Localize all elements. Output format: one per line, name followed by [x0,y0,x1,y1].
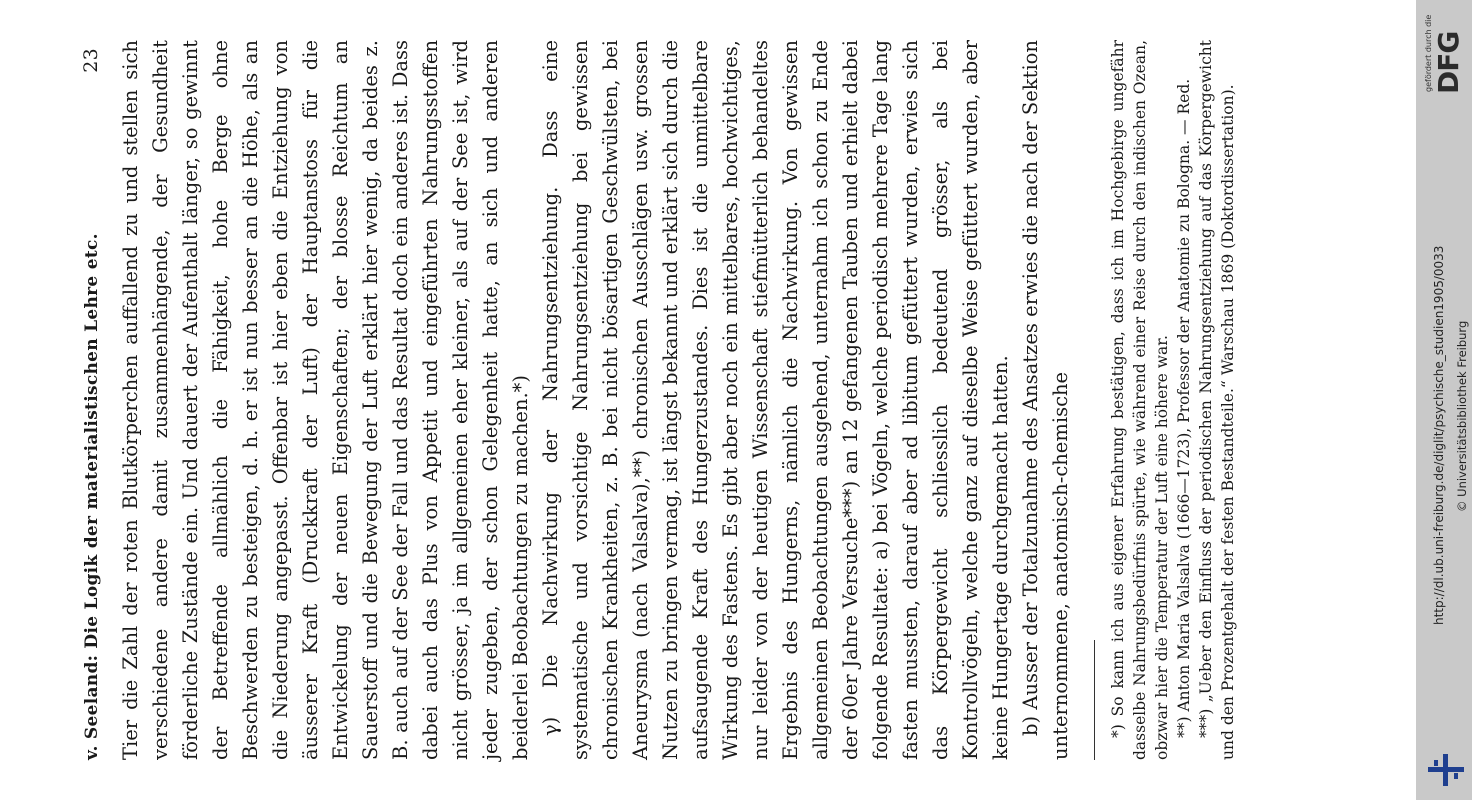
page-number: 23 [80,48,102,73]
body-paragraph-2: γ) Die Nachwirkung der Nahrungsentziehung. Dass eine systematische und vorsichtige Nahrungsentziehung bei gewissen chronischen Krankheiten, z. B. bei nicht bösartigen Geschwülsten, bei Aneurysma (nach Valsalva),**) chronischen Ausschlägen usw. grossen Nutzen zu bringen vermag, ist längst bekannt und erklärt sich durch die aufsaugende Kraft des Hungerzustandes. Dies ist die unmittelbare Wirkung des Fastens. Es gibt aber noch ein mittelbares, hochwichtiges, nur leider von der heutigen Wissenschaft stiefmütterlich behandeltes Ergebnis des Hungerns, nämlich die Nachwirkung. Von gewissen allgemeinen Beobachtungen ausgehend, unternahm ich schon zu Ende der 60er Jahre Versuche***) an 12 gefangenen Tauben und erhielt dabei folgende Resultate: a) bei Vögeln, welche periodisch mehrere Tage lang fasten mussten, darauf aber ad libitum gefüttert wurden, erwies sich das Körpergewicht schliesslich bedeutend grösser, als bei Kontrollvögeln, welche ganz auf dieselbe Weise gefüttert wurden, aber keine Hungertage durchgemacht hatten. [539,40,1012,760]
running-head-title: v. Seeland: Die Logik der materialistischen Lehre etc. [82,233,102,760]
body-paragraph-1: Tier die Zahl der roten Blutkörperchen auffallend zu und stellen sich verschiedene andere damit zusammenhängende, der Gesundheit förderliche Zustände ein. Und dauert der Aufenthalt länger, so gewinnt der Betreffende allmählich die Fähigkeit, hohe Berge ohne Beschwerden zu besteigen, d. h. er ist nun besser an die Höhe, als an die Niederung angepasst. Offenbar ist hier eben die Entziehung von äusserer Kraft (Druckkraft der Luft) der Hauptanstoss für die Entwickelung der neuen Eigenschaften; der blosse Reichtum an Sauerstoff und die Bewegung der Luft erklärt hier wenig, da beides z. B. auch auf der See der Fall und das Resultat doch ein anderes ist. Dass dabei auch das Plus von Appetit und eingeführten Nahrungsstoffen nicht grösser, ja im allgemeinen eher kleiner, als auf der See ist, wird jeder zugeben, der schon Gelegenheit hatte, an sich und anderen beiderlei Beobachtungen zu machen.*) [119,40,532,760]
body-paragraph-3: b) Ausser der Totalzunahme des Ansatzes erwies die nach der Sektion unternommene, anatomisch-chemische [1019,40,1072,760]
permalink-url[interactable]: http://dl.ub.uni-freiburg.de/diglit/psychische_studien1905/0033 [1432,245,1446,625]
ub-freiburg-logo-icon [1424,748,1468,792]
footnote-1: *) So kann ich aus eigener Erfahrung bestätigen, dass ich im Hochgebirge ungefähr dasselbe Nahrungsbedürfnis spürte, wie während einer Reise durch den indischen Ozean, obzwar hier die Temperatur der Luft eine höhere war. [1109,40,1171,760]
dfg-funding-label: gefördert durch die [1424,14,1433,92]
footnote-3: ***) „Ueber den Einfluss der periodischen Nahrungsentziehung auf das Körpergewicht und den Prozentgehalt der festen Bestandteile.“ Warschau 1869 (Doktordissertation). [1197,40,1237,760]
footnote-divider [1094,640,1095,760]
running-head [80,40,102,760]
dfg-logo: DFG [1432,31,1465,94]
footnote-2: **) Anton Maria Valsalva (1666—1723), Professor der Anatomie zu Bologna. — Red. [1175,78,1193,738]
document-text-block [80,40,1260,760]
copyright-notice: © Universitätsbibliothek Freiburg [1455,320,1469,512]
